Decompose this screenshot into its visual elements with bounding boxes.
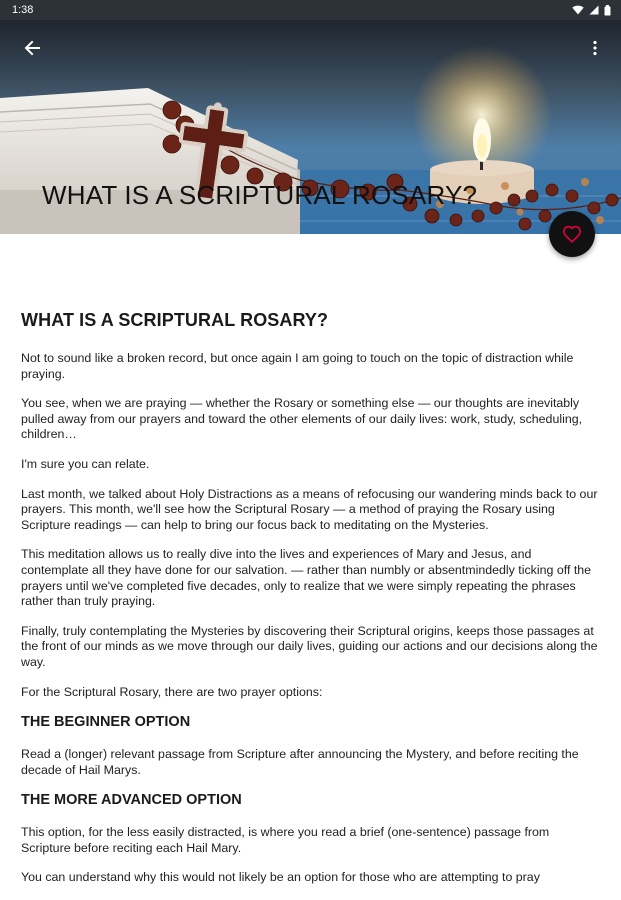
advanced-option-text: This option, for the less easily distracted, is where you read a brief (one-sentence) passage from Scripture before reciting each Hail Mary. xyxy=(21,825,550,855)
wifi-icon xyxy=(572,5,584,15)
toolbar-scrim xyxy=(0,20,621,90)
status-bar xyxy=(0,0,621,20)
arrow-back-icon xyxy=(24,40,40,56)
status-icons xyxy=(572,5,611,16)
article-paragraph: Finally, truly contemplating the Mysteries by discovering their Scriptural origins, keeps those passages at the front of our minds as we move through our daily lives, guiding our actions and our decisions along the way. xyxy=(21,623,598,669)
beginner-option-text: Read a (longer) relevant passage from Scripture after announcing the Mystery, and before reciting the decade of Hail Marys. xyxy=(21,747,579,777)
section-heading-advanced: THE MORE ADVANCED OPTION xyxy=(21,792,242,809)
article-paragraph: You see, when we are praying — whether the Rosary or something else — our thoughts are inevitably pulled away from our prayers and toward the other elements of our daily lives: work, study, scheduling, children… xyxy=(21,396,583,442)
section-heading-beginner: THE BEGINNER OPTION xyxy=(21,714,191,731)
hero-header xyxy=(0,20,621,234)
battery-icon xyxy=(604,5,611,16)
more-options-button[interactable] xyxy=(575,32,615,64)
article-paragraph: Last month, we talked about Holy Distractions as a means of refocusing our wandering minds back to our prayers. This month, we'll see how the Scriptural Rosary — a method of praying the Rosary using Scripture readings — can help to bring our focus back to meditating on the Mysteries. xyxy=(21,486,598,532)
back-button[interactable] xyxy=(12,32,52,64)
heart-outline-icon xyxy=(562,225,582,243)
article-heading: WHAT IS A SCRIPTURAL ROSARY? xyxy=(21,310,329,330)
article-paragraph: I'm sure you can relate. xyxy=(21,456,150,471)
more-vert-icon xyxy=(593,40,597,56)
article-body xyxy=(21,310,599,900)
status-time: 1:38 xyxy=(12,4,34,16)
article-paragraph: This meditation allows us to really dive into the lives and experiences of Mary and Jesus, and contemplate all they have done for our salvation. — rather than numbly or absentmindedly ticking off the prayers until we've completed five decades, only to realize that we were simply repeating the phrases rather than truly praying. xyxy=(21,547,592,609)
signal-icon xyxy=(589,5,599,15)
article-paragraph: For the Scriptural Rosary, there are two prayer options: xyxy=(21,684,323,699)
favorite-button[interactable] xyxy=(549,211,595,257)
hero-title: WHAT IS A SCRIPTURAL ROSARY? xyxy=(42,180,478,210)
article-paragraph: You can understand why this would not likely be an option for those who are attempting to pray xyxy=(21,870,540,885)
article-paragraph: Not to sound like a broken record, but once again I am going to touch on the topic of distraction while praying. xyxy=(21,351,574,381)
